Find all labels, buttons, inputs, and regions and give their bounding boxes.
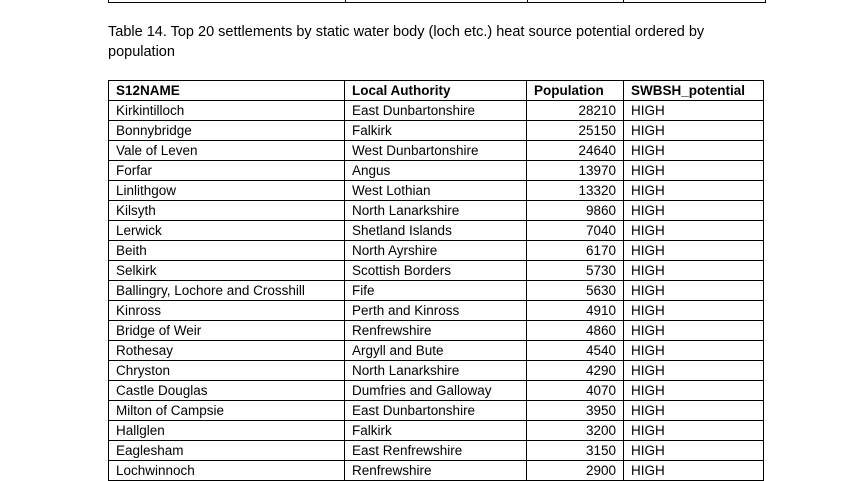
population-cell: 3200 <box>527 421 624 441</box>
local-authority-cell: North Lanarkshire <box>345 361 527 381</box>
local-authority-cell: East Dunbartonshire <box>345 401 527 421</box>
local-authority-cell: Dumfries and Galloway <box>345 381 527 401</box>
table-row <box>109 281 764 301</box>
swbsh-potential-cell: HIGH <box>624 121 764 141</box>
table-row <box>109 421 764 441</box>
local-authority-cell: East Dunbartonshire <box>345 101 527 121</box>
settlement-name-cell: Forfar <box>109 161 345 181</box>
population-cell: 4910 <box>527 301 624 321</box>
swbsh-potential-cell: HIGH <box>624 401 764 421</box>
population-cell: 5730 <box>527 261 624 281</box>
population-cell: 7040 <box>527 221 624 241</box>
local-authority-cell: Perth and Kinross <box>345 301 527 321</box>
population-cell: 13320 <box>527 181 624 201</box>
table-row <box>109 201 764 221</box>
table-row <box>109 121 764 141</box>
settlement-name-cell: Selkirk <box>109 261 345 281</box>
table-row <box>109 461 764 481</box>
table-row <box>109 321 764 341</box>
table-row <box>109 261 764 281</box>
column-header-swbsh-potential: SWBSH_potential <box>624 81 764 101</box>
local-authority-cell: Shetland Islands <box>345 221 527 241</box>
settlement-name-cell: Castle Douglas <box>109 381 345 401</box>
settlement-name-cell: Milton of Campsie <box>109 401 345 421</box>
table-row <box>109 161 764 181</box>
population-cell: 13970 <box>527 161 624 181</box>
population-cell: 24640 <box>527 141 624 161</box>
table-row <box>109 381 764 401</box>
settlements-table <box>108 80 764 481</box>
swbsh-potential-cell: HIGH <box>624 101 764 121</box>
local-authority-cell: North Lanarkshire <box>345 201 527 221</box>
previous-table-edge <box>108 0 766 3</box>
swbsh-potential-cell: HIGH <box>624 221 764 241</box>
settlement-name-cell: Kinross <box>109 301 345 321</box>
local-authority-cell: Falkirk <box>345 421 527 441</box>
local-authority-cell: Angus <box>345 161 527 181</box>
population-cell: 4290 <box>527 361 624 381</box>
local-authority-cell: North Ayrshire <box>345 241 527 261</box>
settlement-name-cell: Linlithgow <box>109 181 345 201</box>
table-row <box>109 101 764 121</box>
settlement-name-cell: Eaglesham <box>109 441 345 461</box>
column-header-local-authority: Local Authority <box>345 81 527 101</box>
swbsh-potential-cell: HIGH <box>624 141 764 161</box>
swbsh-potential-cell: HIGH <box>624 321 764 341</box>
population-cell: 4540 <box>527 341 624 361</box>
local-authority-cell: West Dunbartonshire <box>345 141 527 161</box>
local-authority-cell: Scottish Borders <box>345 261 527 281</box>
swbsh-potential-cell: HIGH <box>624 181 764 201</box>
settlement-name-cell: Bridge of Weir <box>109 321 345 341</box>
table-row <box>109 361 764 381</box>
table-caption: Table 14. Top 20 settlements by static water body (loch etc.) heat source potential ordered by population <box>108 24 705 60</box>
settlement-name-cell: Chryston <box>109 361 345 381</box>
column-header-population: Population <box>527 81 624 101</box>
swbsh-potential-cell: HIGH <box>624 301 764 321</box>
table-row <box>109 441 764 461</box>
table-row <box>109 141 764 161</box>
population-cell: 2900 <box>527 461 624 481</box>
settlement-name-cell: Kilsyth <box>109 201 345 221</box>
population-cell: 25150 <box>527 121 624 141</box>
population-cell: 9860 <box>527 201 624 221</box>
local-authority-cell: Renfrewshire <box>345 461 527 481</box>
swbsh-potential-cell: HIGH <box>624 161 764 181</box>
local-authority-cell: East Renfrewshire <box>345 441 527 461</box>
local-authority-cell: Renfrewshire <box>345 321 527 341</box>
swbsh-potential-cell: HIGH <box>624 441 764 461</box>
population-cell: 3150 <box>527 441 624 461</box>
settlement-name-cell: Rothesay <box>109 341 345 361</box>
settlement-name-cell: Vale of Leven <box>109 141 345 161</box>
swbsh-potential-cell: HIGH <box>624 361 764 381</box>
population-cell: 4070 <box>527 381 624 401</box>
swbsh-potential-cell: HIGH <box>624 461 764 481</box>
local-authority-cell: Fife <box>345 281 527 301</box>
table-row <box>109 181 764 201</box>
settlement-name-cell: Lerwick <box>109 221 345 241</box>
local-authority-cell: West Lothian <box>345 181 527 201</box>
table-row <box>109 401 764 421</box>
population-cell: 3950 <box>527 401 624 421</box>
table-row <box>109 241 764 261</box>
previous-table-divider <box>527 0 528 2</box>
population-cell: 6170 <box>527 241 624 261</box>
settlement-name-cell: Bonnybridge <box>109 121 345 141</box>
swbsh-potential-cell: HIGH <box>624 281 764 301</box>
swbsh-potential-cell: HIGH <box>624 201 764 221</box>
settlement-name-cell: Kirkintilloch <box>109 101 345 121</box>
previous-table-divider <box>345 0 346 2</box>
table-header-row <box>109 81 764 101</box>
population-cell: 28210 <box>527 101 624 121</box>
swbsh-potential-cell: HIGH <box>624 341 764 361</box>
population-cell: 4860 <box>527 321 624 341</box>
settlement-name-cell: Beith <box>109 241 345 261</box>
table-row <box>109 301 764 321</box>
swbsh-potential-cell: HIGH <box>624 261 764 281</box>
swbsh-potential-cell: HIGH <box>624 381 764 401</box>
table-row <box>109 221 764 241</box>
column-header-s12name: S12NAME <box>109 81 345 101</box>
table-row <box>109 341 764 361</box>
settlement-name-cell: Ballingry, Lochore and Crosshill <box>109 281 345 301</box>
swbsh-potential-cell: HIGH <box>624 421 764 441</box>
settlement-name-cell: Lochwinnoch <box>109 461 345 481</box>
local-authority-cell: Falkirk <box>345 121 527 141</box>
previous-table-divider <box>623 0 624 2</box>
swbsh-potential-cell: HIGH <box>624 241 764 261</box>
population-cell: 5630 <box>527 281 624 301</box>
settlement-name-cell: Hallglen <box>109 421 345 441</box>
table-body <box>109 101 764 481</box>
local-authority-cell: Argyll and Bute <box>345 341 527 361</box>
